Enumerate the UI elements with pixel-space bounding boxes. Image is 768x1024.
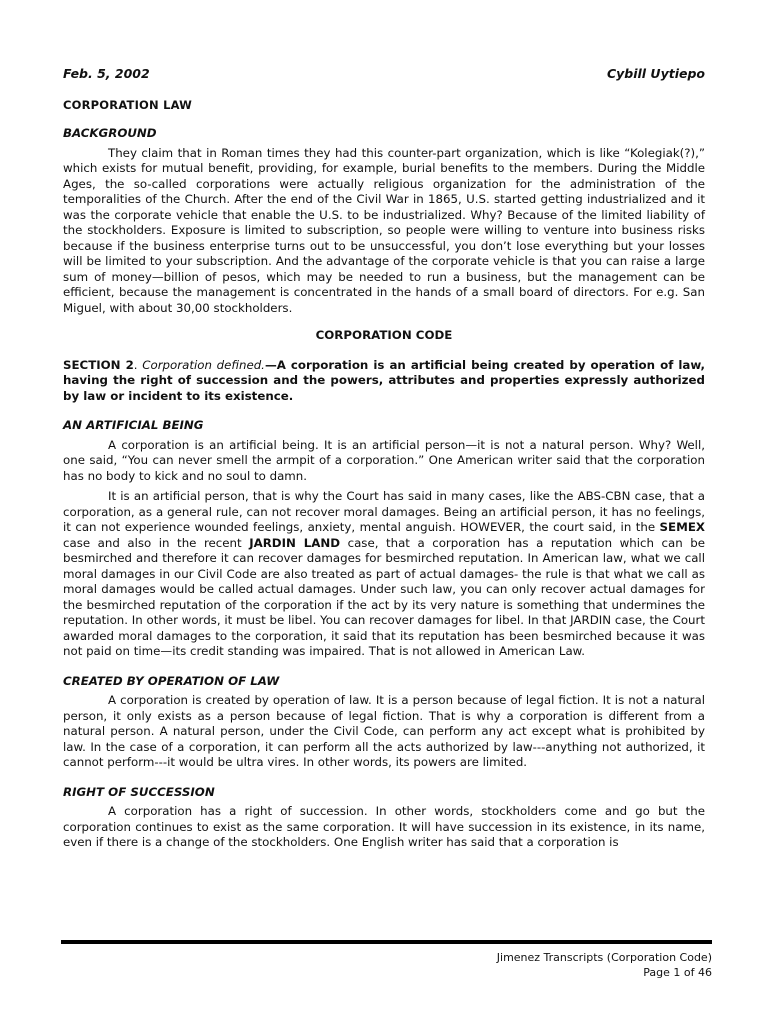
paragraph-artificial-2 bbox=[63, 489, 705, 660]
paragraph-artificial-2-part-b: case and also in the recent bbox=[63, 535, 250, 550]
paragraph-artificial-2-part-a: It is an artificial person, that is why the Court has said in many cases, like the ABS-CBN case, that a corporation, as a general rule, can not recover moral damages. Being an artificial person, it has no feelings, it can not experience wounded feelings, anxiety, mental anguish. HOWEVER, the court said, in the bbox=[63, 489, 705, 534]
page-header bbox=[63, 66, 705, 82]
heading-artificial-being: AN ARTIFICIAL BEING bbox=[63, 418, 204, 432]
footer-source: Jimenez Transcripts (Corporation Code) bbox=[496, 951, 712, 964]
paragraph-background: They claim that in Roman times they had this counter-part organization, which is like “Kolegiak(?),” which exists for mutual benefit, providing, for example, burial benefits to the members. During the Middle Ages, the so-called corporations were actually religious organization for the administration of the temporalities of the Church. After the end of the Civil War in 1865, U.S. started getting industrialized and it was the corporate vehicle that enable the U.S. to be industrialized. Why? Because of the limited liability of the stockholders. Exposure is limited to subscription, so people were willing to venture into business risks because if the business enterprise turns out to be unsuccessful, you don’t lose everything but your losses will be limited to your subscription. And the advantage of the corporate vehicle is that you can raise a large sum of money—billion of pesos, which may be needed to run a business, but the management can be efficient, because the management is concentrated in the hands of a small board of directors. For e.g. San Miguel, with about 30,00 stockholders. bbox=[63, 145, 705, 315]
header-date: Feb. 5, 2002 bbox=[63, 66, 150, 81]
document-body bbox=[63, 126, 705, 856]
paragraph-artificial-1: A corporation is an artificial being. It is an artificial person—it is not a natural person. Why? Well, one said, “You can never smell the armpit of a corporation.” One American writer said that the corporation has no body to kick and no soul to damn. bbox=[63, 437, 705, 483]
heading-corporation-code: CORPORATION CODE bbox=[315, 328, 453, 342]
section-2-definition bbox=[63, 358, 705, 405]
page-footer bbox=[497, 950, 712, 980]
section-2-separator: . bbox=[133, 357, 143, 372]
paragraph-right-of-succession: A corporation has a right of succession. In other words, stockholders come and go but the corporation continues to exist as the same corporation. It will have succession in its existence, in its name, even if there is a change of the stockholders. One English writer has said that a corporation is bbox=[63, 804, 705, 849]
heading-right-of-succession: RIGHT OF SUCCESSION bbox=[63, 784, 215, 799]
section-2-title: Corporation defined. bbox=[142, 357, 265, 372]
footer-page-number: Page 1 of 46 bbox=[643, 966, 712, 979]
paragraph-artificial-2-part-c: case, that a corporation has a reputation which can be besmirched and therefore it can recover damages for besmirched reputation. In American law, what we call moral damages in our Civil Code are also treated as part of actual damages- the rule is that what we call as moral damages would be called actual damages. Under such law, you can only recover actual damages for the besmirched reputation of the corporation if the act by its very nature is something that undermines the reputation. In other words, it must be libel. You can recover damages for libel. In that JARDIN case, the Court awarded moral damages to the corporation, it said that its reputation has been besmirched because it was not paid on time—its credit standing was impaired. That is not allowed in American Law. bbox=[63, 535, 705, 658]
heading-operation-of-law: CREATED BY OPERATION OF LAW bbox=[63, 673, 280, 688]
section-2-text: —A corporation is an artificial being created by operation of law, having the right of succession and the powers, attributes and properties expressly authorized by law or incident to its existence. bbox=[63, 357, 705, 403]
paragraph-operation-of-law: A corporation is created by operation of law. It is a person because of legal fiction. It is not a natural person, it only exists as a person because of legal fiction. That is why a corporation is different from a natural person. A natural person, under the Civil Code, can perform any act except what is prohibited by law. In the case of a corporation, it can perform all the acts authorized by law---anything not authorized, it cannot perform---it would be ultra vires. In other words, its powers are limited. bbox=[63, 693, 705, 769]
section-2-label: SECTION 2 bbox=[63, 357, 134, 372]
heading-background: BACKGROUND bbox=[63, 126, 157, 140]
footer-rule bbox=[61, 940, 712, 944]
header-author: Cybill Uytiepo bbox=[606, 66, 705, 81]
semex-case: SEMEX bbox=[659, 520, 705, 534]
document-title: CORPORATION LAW bbox=[63, 98, 193, 112]
jardin-land-case: JARDIN LAND bbox=[249, 535, 341, 550]
